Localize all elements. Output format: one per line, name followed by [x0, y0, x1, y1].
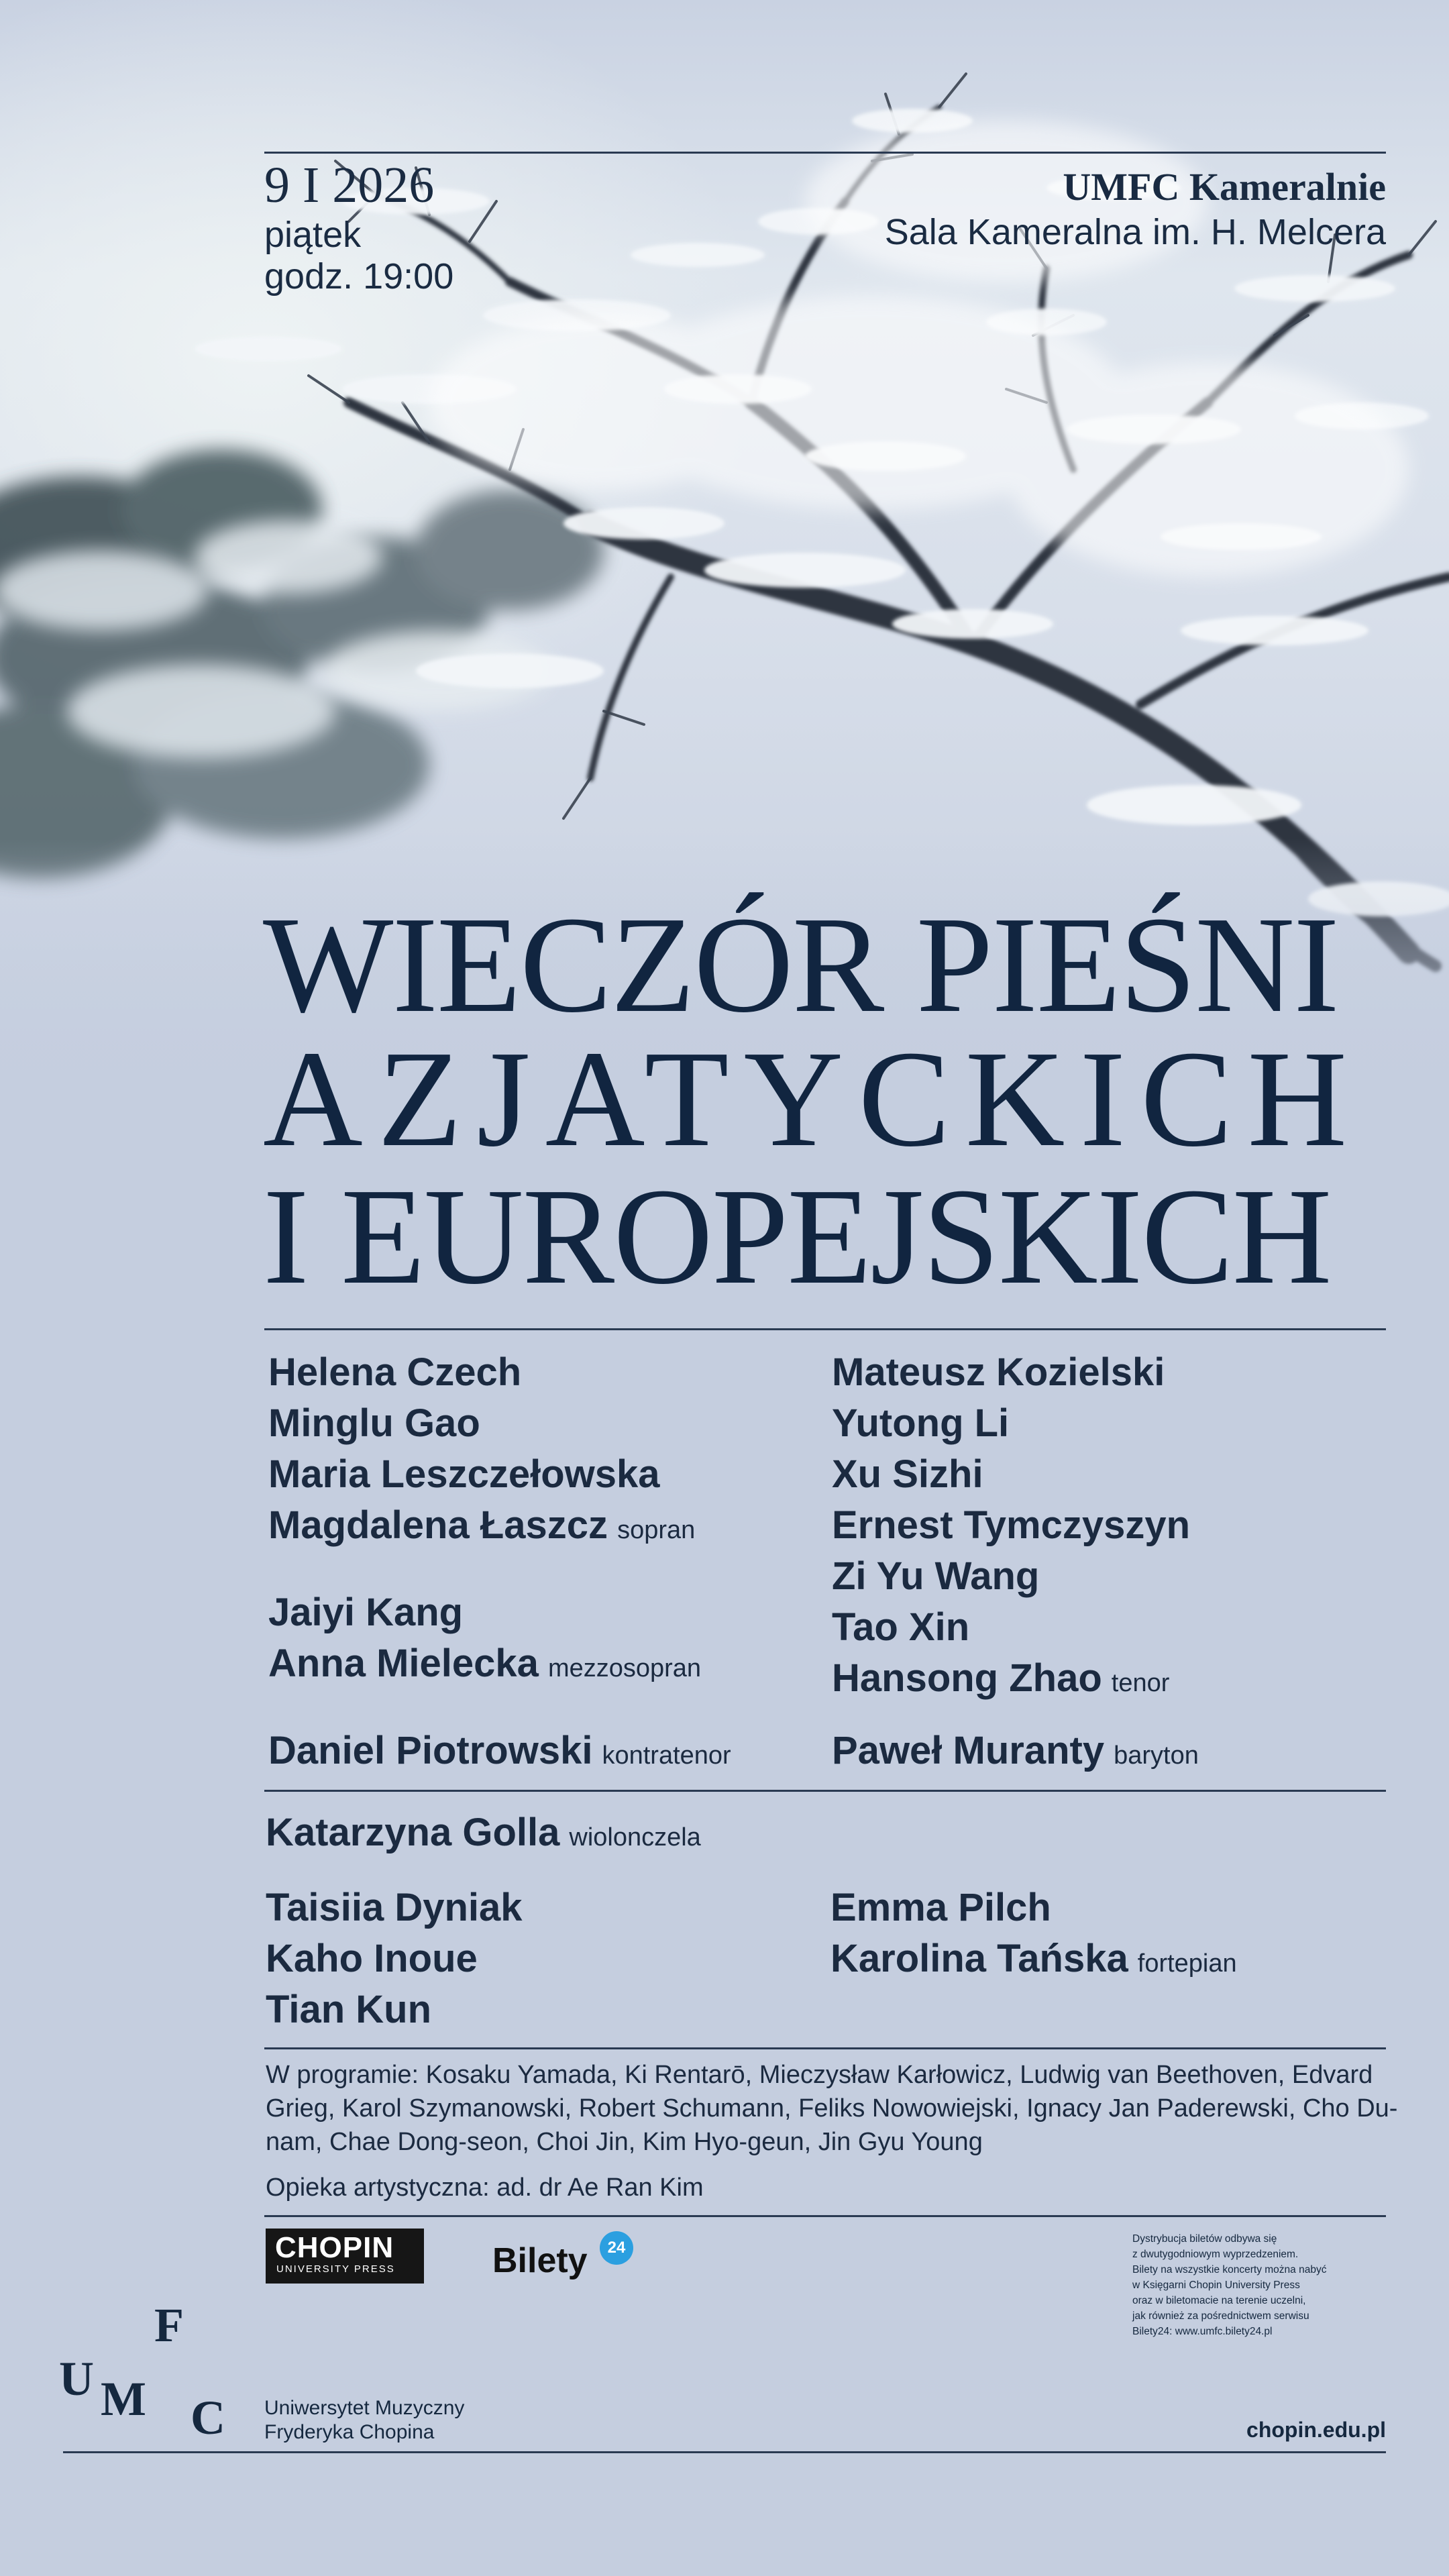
title-rule [264, 1328, 1386, 1330]
performer-name: Taisiia Dyniak [266, 1886, 523, 1929]
performers-rule [264, 2047, 1386, 2049]
voice-type-label: mezzosopran [547, 1654, 702, 1682]
performer-name-text: Katarzyna Golla [266, 1811, 560, 1854]
concert-day: piątek [264, 215, 362, 255]
performer-name [268, 1638, 701, 1694]
cup-logo-subtitle: UNIVERSITY PRESS [276, 2263, 395, 2275]
chopin-university-press-logo [266, 2229, 424, 2284]
performer-name-text: Anna Mielecka [268, 1642, 539, 1685]
performer-name: Zi Yu Wang [832, 1554, 1040, 1598]
soprano-list [268, 1347, 695, 1556]
bottom-rule [63, 2451, 1386, 2453]
university-name-line-2: Fryderyka Chopina [264, 2421, 435, 2443]
performer-name: Mateusz Kozielski [832, 1350, 1165, 1394]
umfc-logo-u: U [59, 2352, 94, 2406]
title-line-1: WIECZÓR PIEŚNI [263, 888, 1338, 1041]
distribution-line: Dystrybucja biletów odbywa się [1132, 2233, 1277, 2245]
umfc-logo-m: M [101, 2372, 146, 2426]
performer-name [832, 1653, 1190, 1709]
title-line-2: AZJATYCKICH [263, 1022, 1362, 1175]
distribution-line: z dwutygodniowym wyprzedzeniem. [1132, 2249, 1299, 2260]
performer-name-text: Magdalena Łaszcz [268, 1503, 608, 1547]
performer-name: Yutong Li [832, 1401, 1010, 1445]
concert-date: 9 I 2026 [264, 157, 435, 213]
pianist-list-left [266, 1882, 523, 2035]
performer-name-text: Hansong Zhao [832, 1656, 1102, 1700]
program-rule [264, 2215, 1386, 2217]
performer-name [830, 1933, 1237, 1989]
program-text [266, 2058, 1399, 2159]
umfc-logo-f: F [154, 2298, 184, 2352]
performer-name-text: Daniel Piotrowski [268, 1729, 593, 1772]
cup-logo-word: CHOPIN [275, 2231, 394, 2264]
performer-name: Tao Xin [832, 1605, 970, 1649]
program-label: W programie: [266, 2061, 419, 2089]
university-name-line-1: Uniwersytet Muzyczny [264, 2397, 465, 2419]
program-composers: Kosaku Yamada, Ki Rentarō, Mieczysław Karłowicz, Ludwig van Beethoven, Edvard Grieg, Karol Szymanowski, Robert Schumann, Feliks Nowowiejski, Ignacy Jan Paderewski, Cho Du-nam, Chae Dong-seon, Choi Jin, Kim Hyo-geun, Jin Gyu Young [266, 2061, 1398, 2156]
university-name [264, 2396, 464, 2445]
performer-name: Kaho Inoue [266, 1937, 478, 1980]
bilety24-badge: 24 [600, 2231, 633, 2265]
singers-rule [264, 1790, 1386, 1792]
performer-name: Xu Sizhi [832, 1452, 983, 1496]
mezzo-list [268, 1587, 701, 1694]
title-line-3: I EUROPEJSKICH [263, 1159, 1331, 1313]
umfc-logo-c: C [191, 2391, 225, 2445]
voice-type-label: tenor [1111, 1669, 1170, 1697]
performer-name: Helena Czech [268, 1350, 522, 1394]
distribution-line: jak również za pośrednictwem serwisu [1132, 2310, 1309, 2322]
artistic-supervision: Opieka artystyczna: ad. dr Ae Ran Kim [266, 2174, 704, 2202]
countertenor-performer [268, 1725, 731, 1781]
distribution-line: oraz w biletomacie na terenie uczelni, [1132, 2295, 1306, 2306]
ticket-distribution-note [1132, 2231, 1360, 2339]
concert-time: godz. 19:00 [264, 256, 454, 297]
performer-name-text: Karolina Tańska [830, 1937, 1128, 1980]
instrument-label: wiolonczela [569, 1823, 701, 1851]
tenor-list [832, 1347, 1190, 1709]
top-rule [264, 152, 1386, 154]
distribution-line: Bilety24: www.umfc.bilety24.pl [1132, 2326, 1273, 2337]
performer-name: Ernest Tymczyszyn [832, 1503, 1191, 1547]
baritone-performer [832, 1725, 1199, 1781]
pianist-list-right [830, 1882, 1237, 1989]
performer-name: Minglu Gao [268, 1401, 480, 1445]
concert-series: UMFC Kameralnie [1063, 165, 1386, 209]
instrument-label: fortepian [1137, 1949, 1237, 1978]
voice-type-label: baryton [1114, 1741, 1199, 1770]
cellist-performer [266, 1807, 701, 1863]
distribution-line: Bilety na wszystkie koncerty można nabyć [1132, 2264, 1327, 2275]
performer-name: Tian Kun [266, 1988, 432, 2031]
performer-name-text: Paweł Muranty [832, 1729, 1105, 1772]
concert-hall: Sala Kameralna im. H. Melcera [884, 212, 1386, 252]
distribution-line: w Księgarni Chopin University Press [1132, 2279, 1300, 2291]
performer-name: Emma Pilch [830, 1886, 1051, 1929]
website-link[interactable]: chopin.edu.pl [1246, 2418, 1386, 2442]
performer-name [268, 1500, 695, 1556]
voice-type-label: kontratenor [602, 1741, 731, 1770]
voice-type-label: sopran [617, 1516, 696, 1544]
performer-name: Jaiyi Kang [268, 1591, 464, 1634]
bilety24-logo: Bilety [492, 2241, 588, 2280]
performer-name: Maria Leszczełowska [268, 1452, 660, 1496]
